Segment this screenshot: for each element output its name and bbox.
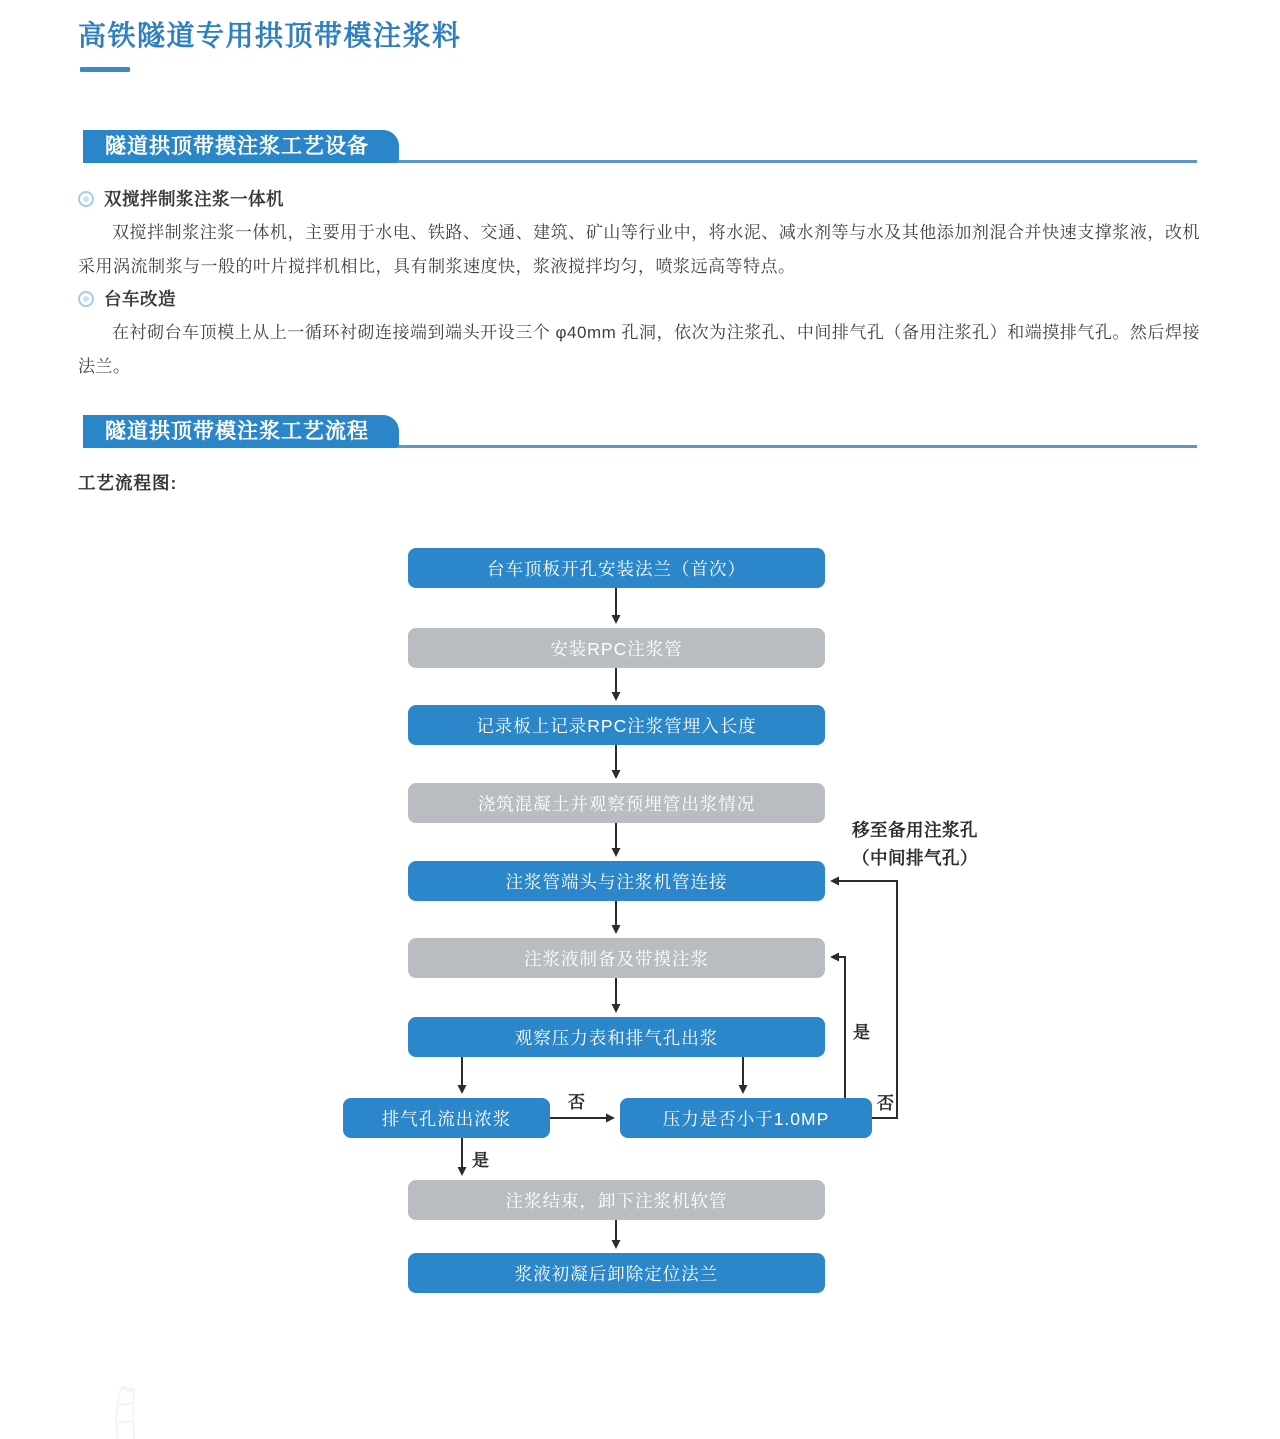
flow-loop-annotation-line2: （中间排气孔） <box>852 848 978 868</box>
equipment-item-heading: 台车改造 <box>104 289 176 309</box>
flowchart-arrows <box>0 540 1280 1439</box>
flow-loop-annotation-line1: 移至备用注浆孔 <box>852 820 978 840</box>
flow-node-vent-thick-grout: 排气孔流出浓浆 <box>343 1098 550 1138</box>
equipment-item-mixer <box>78 186 284 211</box>
building-watermark-icon <box>100 1385 170 1439</box>
edge-label-yes: 是 <box>472 1151 489 1170</box>
flow-node-install-flange: 台车顶板开孔安装法兰（首次） <box>408 548 825 588</box>
edge-label-yes-loop: 是 <box>853 1023 870 1042</box>
edge-label-no-loop: 否 <box>877 1094 894 1113</box>
section-equipment-banner: 隧道拱顶带摸注浆工艺设备 <box>83 130 399 163</box>
flow-node-observe-pressure: 观察压力表和排气孔出浆 <box>408 1017 825 1057</box>
flow-node-pressure-check: 压力是否小于1.0MP <box>620 1098 872 1138</box>
flow-node-record-length: 记录板上记录RPC注浆管埋入长度 <box>408 705 825 745</box>
flow-diagram-caption: 工艺流程图: <box>78 473 178 493</box>
flow-node-remove-flange: 浆液初凝后卸除定位法兰 <box>408 1253 825 1293</box>
flow-node-install-rpc-pipe: 安装RPC注浆管 <box>408 628 825 668</box>
equipment-item-body: 在衬砌台车顶模上从上一循环衬砌连接端到端头开设三个 φ40mm 孔洞，依次为注浆孔、中间排气孔（备用注浆孔）和端摸排气孔。然后焊接法兰。 <box>78 323 1200 376</box>
equipment-item-trolley <box>78 286 176 311</box>
section-equipment-header <box>83 130 1197 163</box>
title-underline <box>80 67 130 72</box>
flow-node-connect-pipe: 注浆管端头与注浆机管连接 <box>408 861 825 901</box>
flow-loop-annotation <box>833 816 997 872</box>
flow-node-end-grouting: 注浆结束，卸下注浆机软管 <box>408 1180 825 1220</box>
equipment-item-body: 双搅拌制浆注浆一体机，主要用于水电、铁路、交通、建筑、矿山等行业中，将水泥、减水剂等与水及其他添加剂混合并快速支撑浆液，改机采用涡流制浆与一般的叶片搅拌机相比，具有制浆速度快，浆液搅拌均匀，喷浆远高等特点。 <box>78 223 1200 276</box>
edge-label-no: 否 <box>568 1093 585 1112</box>
flow-node-pour-concrete: 浇筑混凝土并观察预埋管出浆情况 <box>408 783 825 823</box>
section-process-header <box>83 415 1197 448</box>
process-flowchart <box>0 540 1280 1439</box>
page-title: 高铁隧道专用拱顶带模注浆料 <box>78 20 462 51</box>
ring-bullet-icon <box>78 291 94 307</box>
ring-bullet-icon <box>78 191 94 207</box>
equipment-item-heading: 双搅拌制浆注浆一体机 <box>104 189 284 209</box>
flow-node-prepare-grout: 注浆液制备及带摸注浆 <box>408 938 825 978</box>
section-process-banner: 隧道拱顶带模注浆工艺流程 <box>83 415 399 448</box>
